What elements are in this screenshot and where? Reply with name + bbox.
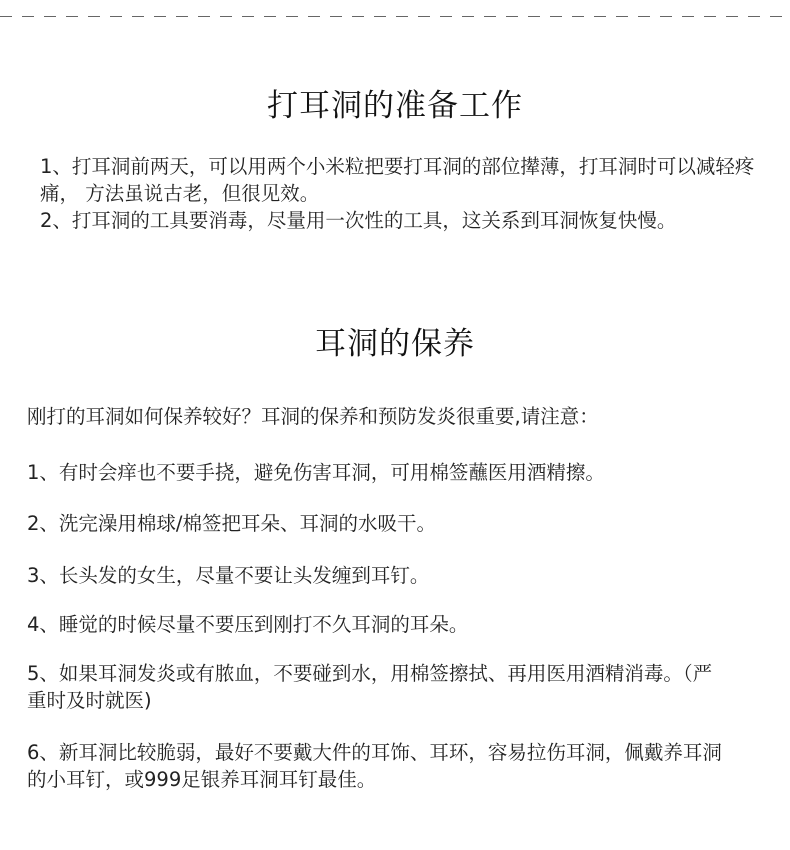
section-title-preparation: 打耳洞的准备工作 [267, 88, 523, 124]
care-item-2: 2、洗完澡用棉球/棉签把耳朵、耳洞的水吸干。 [27, 512, 436, 535]
care-intro: 刚打的耳洞如何保养较好？耳洞的保养和预防发炎很重要,请注意： [27, 405, 599, 428]
care-item-6: 6、新耳洞比较脆弱，最好不要戴大件的耳饰、耳环，容易拉伤耳洞，佩戴养耳洞的小耳钉，或999足银养耳洞耳钉最佳。 [27, 741, 722, 791]
care-item-4: 4、睡觉的时候尽量不要压到刚打不久耳洞的耳朵。 [27, 613, 469, 636]
care-item-5: 5、如果耳洞发炎或有脓血，不要碰到水，用棉签擦拭、再用医用酒精消毒。（严重时及时就医) [27, 662, 713, 712]
dashed-divider [0, 16, 790, 17]
preparation-item-1: 1、打耳洞前两天，可以用两个小米粒把要打耳洞的部位撵薄，打耳洞时可以减轻疼痛， 方法虽说古老，但很见效。 [40, 155, 755, 205]
preparation-item-2: 2、打耳洞的工具要消毒，尽量用一次性的工具，这关系到耳洞恢复快慢。 [40, 209, 677, 232]
preparation-list [40, 153, 760, 234]
care-item-1: 1、有时会痒也不要手挠，避免伤害耳洞，可用棉签蘸医用酒精擦。 [27, 461, 605, 484]
section-title-care: 耳洞的保养 [315, 326, 475, 362]
care-item-3: 3、长头发的女生，尽量不要让头发缠到耳钉。 [27, 564, 430, 587]
